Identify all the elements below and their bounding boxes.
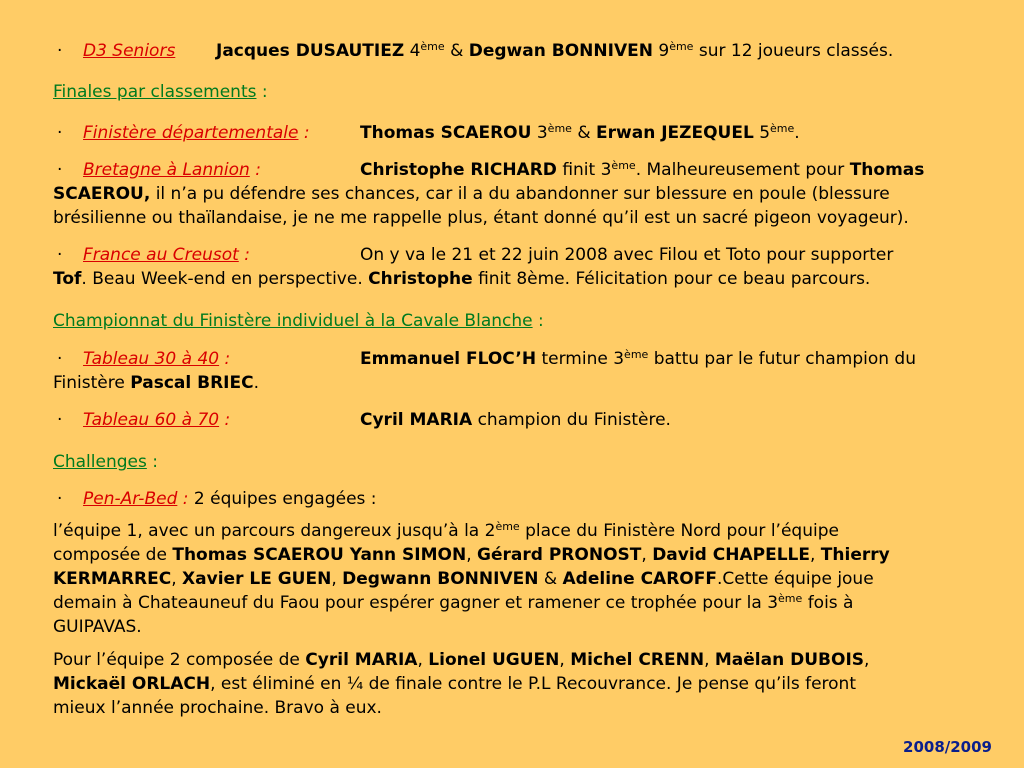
france-line-2: Tof. Beau Week-end en perspective. Christophe finit 8ème. Félicitation pour ce beau parcours. [53, 269, 871, 289]
finistere-departementale-line: · Finistère départementale : Thomas SCAEROU 3ème & Erwan JEZEQUEL 5ème. [53, 122, 310, 145]
france-line-1: · France au Creusot : On y va le 21 et 22 juin 2008 avec Filou et Toto pour supporter [53, 244, 250, 267]
tableau-60-line: · Tableau 60 à 70 : Cyril MARIA champion du Finistère. [53, 409, 230, 432]
d3-seniors-text: Jacques DUSAUTIEZ 4ème & Degwan BONNIVEN 9ème sur 12 joueurs classés. [216, 40, 894, 61]
championnat-heading: Championnat du Finistère individuel à la Cavale Blanche : [53, 311, 544, 331]
equipe2-line-1: Pour l’équipe 2 composée de Cyril MARIA, Lionel UGUEN, Michel CRENN, Maëlan DUBOIS, [53, 650, 870, 670]
equipe1-line-3: KERMARREC, Xavier LE GUEN, Degwann BONNIVEN & Adeline CAROFF.Cette équipe joue [53, 569, 874, 589]
bretagne-line-3: brésilienne ou thaïlandaise, je ne me rappelle plus, étant donné qu’il est un sacré pigeon voyageur). [53, 208, 909, 228]
finistere-label: Finistère départementale [83, 123, 299, 143]
tableau-30-text: Emmanuel FLOC’H termine 3ème battu par le futur champion du [360, 348, 916, 369]
equipe2-line-2: Mickaël ORLACH, est éliminé en ¼ de finale contre le P.L Recouvrance. Je pense qu’ils feront [53, 674, 857, 694]
france-text-1: On y va le 21 et 22 juin 2008 avec Filou et Toto pour supporter [360, 245, 894, 265]
pen-ar-bed-line: · Pen-Ar-Bed : 2 équipes engagées : [53, 488, 377, 511]
tableau-30-line-2: Finistère Pascal BRIEC. [53, 373, 259, 393]
pen-ar-bed-label: Pen-Ar-Bed [83, 489, 178, 509]
bretagne-line-1: · Bretagne à Lannion : Christophe RICHARD finit 3ème. Malheureusement pour Thomas [53, 159, 261, 182]
bullet-icon: · [57, 410, 63, 430]
equipe2-line-3: mieux l’année prochaine. Bravo à eux. [53, 698, 382, 718]
tableau-30-label: Tableau 30 à 40 [83, 349, 220, 369]
finistere-text: Thomas SCAEROU 3ème & Erwan JEZEQUEL 5ème. [360, 122, 800, 143]
d3-seniors-line [53, 40, 894, 63]
season-footer: 2008/2009 [903, 738, 992, 756]
bullet-icon: · [57, 245, 63, 265]
tableau-60-text: Cyril MARIA champion du Finistère. [360, 410, 671, 430]
tableau-30-line-1: · Tableau 30 à 40 : Emmanuel FLOC’H termine 3ème battu par le futur champion du [53, 348, 230, 371]
bullet-icon: · [57, 489, 63, 509]
bullet-icon: · [57, 41, 63, 61]
bullet-icon: · [57, 123, 63, 143]
equipe1-line-1: l’équipe 1, avec un parcours dangereux jusqu’à la 2ème place du Finistère Nord pour l’équipe [53, 520, 839, 541]
tableau-60-label: Tableau 60 à 70 [83, 410, 220, 430]
bullet-icon: · [57, 160, 63, 180]
bretagne-label: Bretagne à Lannion [83, 160, 250, 180]
equipe1-line-5: GUIPAVAS. [53, 617, 142, 637]
equipe1-line-2: composée de Thomas SCAEROU Yann SIMON, Gérard PRONOST, David CHAPELLE, Thierry [53, 545, 890, 565]
d3-seniors-label: D3 Seniors [83, 41, 176, 61]
bretagne-text-1: Christophe RICHARD finit 3ème. Malheureusement pour Thomas [360, 159, 925, 180]
france-label: France au Creusot [83, 245, 239, 265]
challenges-heading: Challenges : [53, 452, 158, 472]
finales-heading: Finales par classements : [53, 82, 268, 102]
bretagne-line-2: SCAEROU, il n’a pu défendre ses chances, car il a du abandonner sur blessure en poule (blessure [53, 184, 890, 204]
bullet-icon: · [57, 349, 63, 369]
equipe1-line-4: demain à Chateauneuf du Faou pour espérer gagner et ramener ce trophée pour la 3ème fois à [53, 592, 854, 613]
